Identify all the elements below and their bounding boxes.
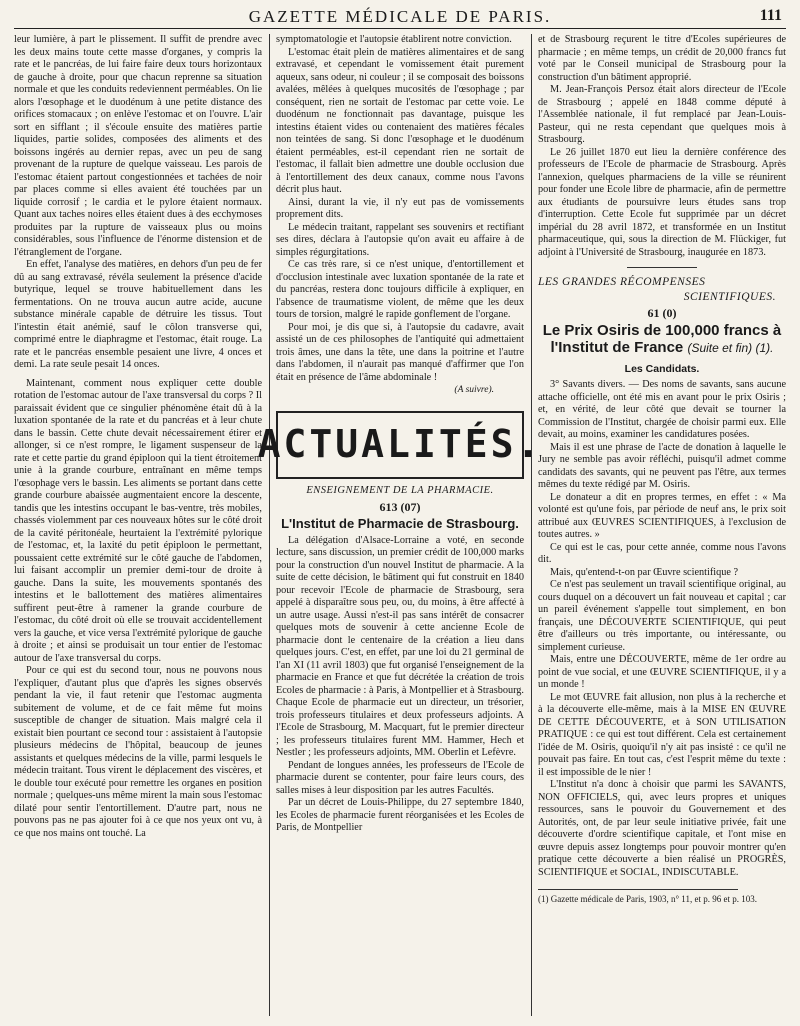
separator [627, 267, 697, 268]
paragraph: Le mot ŒUVRE fait allusion, non plus à la recherche et à la découverte elle-même, mais à la MISE EN ŒUVRE DE CETTE DÉCOUVERTE, et à SON UTILISATION PRATIQUE : ce qui est tout différent. Cela est certainement l'idée de M. Osiris, quoiqu'il n'y ait pas insisté : ce qu'il ne pouvait pas faire. En tout cas, c'est l'esprit même du texte : il est impossible de le nier ! [538, 691, 786, 778]
paragraph: Maintenant, comment nous expliquer cette double rotation de l'estomac autour de l'axe transversal du corps ? Il paraissait évident que ce singulier phénomène était dû à la luxation spontanée de la rate et du pancréas et à leur chute dans le bassin. Cette chute devait nécessairement étirer et allonger, si ce n'est rompre, le ligament suspenseur de la rate et cette partie du grand épiploon qui la tient étroitement unie à la grande courbure, entraînant en même temps l'œsophage vers le bassin. Les aliments se portant dans cette grande courbure abaissée augmentaient encore la descente, tandis que les intestins occupant le bas-ventre, très mobiles, chassés violemment par ces nouveaux hôtes sur le côté droit de la cavité péritonéale, heurtaient la l'extrémité pylorique de l'estomac, et, la laxité du petit épiploon le permettant, poussaient cette extrémité sur le côté gauche de l'abdomen, lui faisant accomplir un premier demi-tour de droite à gauche. Dans la suite, les mouvements spontanés des intestins et le ballottement des matières alimentaires suffirent peut-être à ramener la grande courbure de l'estomac, du côté droit où elle se trouvait accidentellement vers la gauche, et vice versa l'extrémité pylorique de gauche à droite ; et ainsi se produisait un tour entier de l'estomac autour de l'axe transversal du corps. [14, 377, 262, 664]
page-header [14, 6, 786, 29]
article-number: 613 (07) [379, 500, 421, 514]
paragraph: La délégation d'Alsace-Lorraine a voté, en seconde lecture, sans discussion, un premier crédit de 100,000 marks pour la construction d'un nouvel Institut de pharmacie. A la suite de cette décision, le bâtiment qui fut construit en 1840 pour recevoir l'Ecole de pharmacie de Strasbourg, sera appelé à disparaître sous peu, ou, du moins, à être affecté à un autre usage. Aussi n'est-il pas sans intérêt de consacrer quelques mots de souvenir à cette ancienne Ecole de pharmacie dont le centenaire de la création a lieu dans quelques jours. C'est, en effet, par une loi du 21 germinal de l'an XI (11 avril 1803) que fut organisé l'enseignement de la pharmacie en France et que fut décrétée la création de trois Ecoles de pharmacie : à Paris, à Montpellier et à Strasbourg. Chaque Ecole de pharmacie eut un directeur, un trésorier, trois professeurs titulaires et deux professeurs adjoints. A l'Ecole de Strasbourg, M. Macquart, fut le premier directeur ; les professeurs titulaires furent MM. Hammer, Hech et Nestler ; les professeurs adjoints, MM. Oberlin et Lefèvre. [276, 534, 524, 758]
paragraph: 3° Savants divers. — Des noms de savants, sans aucune attache officielle, ont été mis en avant pour le prix Osiris ; et, en vérité, de leur côté que devait se tourner la Commission de l'Institut, chargée de choisir parmi eux. Elle devait, au moins, examiner les candidatures posées. [538, 379, 786, 440]
paragraph: Ainsi, durant la vie, il n'y eut pas de vomissements proprement dits. [276, 196, 524, 220]
subheading: Les Candidats. [624, 362, 700, 375]
paragraph: Pour ce qui est du second tour, nous ne pouvons nous l'expliquer, d'autant plus que d'après les signes observés pendant la vie, il faut retenir que l'estomac augmenta subitement de volume, et de ce fait même fut moins susceptible de changer de situation. Mais malgré cela il existait bien pourtant ce second tour : assistaient à l'autopsie plusieurs médecins de l'hôpital, beaucoup de jeunes assistants et quelques médecins de la ville, parmi lesquels le médecin traitant. Tous virent le déplacement des viscères, et le double tour exécuté pour remettre les organes en position normale ; quelques-uns même mirent la main sous l'estomac dilaté pour sentir l'entortillement. D'autre part, nous ne pouvons pas ne pas ajouter foi à ce que nos yeux ont vu, à ce que nos mains ont touché. La [14, 665, 262, 839]
paragraph: L'estomac était plein de matières alimentaires et de sang extravasé, et cependant le vomissement était purement aqueux, sans odeur, ni couleur ; il se composait des boissons avalées, mêlées à quelques mucosités de l'œsophage ; par conséquent, rien ne sortait de l'estomac par cette voie. Le duodénum ne fonctionnait pas davantage, puisque les intestins étaient vides ou contenaient des matières fécales non teintées de sang. Si donc l'œsophage et le duodénum étaient perméables, est-il cependant rien ne sortait de l'estomac, il fallait bien admettre une double occlusion due à l'entortillement des deux canaux, comme nous l'avons décrit plus haut. [276, 46, 524, 195]
article-title [538, 322, 786, 357]
column-divider [531, 34, 532, 1016]
column-1 [14, 34, 262, 1016]
paragraph: et de Strasbourg reçurent le titre d'Ecoles supérieures de pharmacie ; en même temps, un crédit de 20,000 francs fut voté par le Conseil municipal de Strasbourg pour la construction d'un bâtiment approprié. [538, 34, 786, 83]
footnote [538, 889, 757, 905]
paragraph: L'Institut n'a donc à choisir que parmi les SAVANTS, NON OFFICIELS, qui, avec leurs propres et uniques ressources, sans le pouvoir du Gouvernement et des Autorités, ont, de par leur seule initiative privée, fait une découverte d'ordre scientifique capitale, et l'ont mise en œuvre depuis assez longtemps pour pouvoir montrer qu'en pratique cette découverte a bien réalisé un PROGRÈS, SCIENTIFIQUE et SOCIAL, INDISCUTABLE. [538, 779, 786, 878]
article-title-text: Le Prix Osiris de 100,000 francs à l'Institut de France [542, 321, 782, 356]
section-title-continued: SCIENTIFIQUES. [683, 290, 776, 303]
column-3 [538, 34, 786, 1016]
paragraph: Mais, qu'entend-t-on par Œuvre scientifique ? [550, 566, 738, 578]
paragraph: Ce qui est le cas, pour cette année, comme nous l'avons dit. [538, 541, 786, 565]
article-number: 61 (0) [647, 306, 677, 320]
paragraph: Mais il est une phrase de l'acte de donation à laquelle le Jury ne semble pas avoir réfléchi, puisqu'il admet comme candidats des savants, qui ne peuvent pas l'être, aux termes mêmes du texte rédigé par M. Osiris. [538, 441, 786, 490]
actualites-banner [257, 411, 543, 479]
article-title-suffix: (Suite et fin) (1). [687, 340, 774, 355]
paragraph: Le médecin traitant, rappelant ses souvenirs et rectifiant ses dires, déclara à l'autopsie qu'on avait eu affaire à de simples régurgitations. [276, 221, 524, 258]
section-title: ENSEIGNEMENT DE LA PHARMACIE. [306, 484, 494, 496]
paragraph: Mais, entre une DÉCOUVERTE, même de 1er ordre au point de vue social, et une ŒUVRE SCIENTIFIQUE, il y a un monde ! [538, 654, 786, 690]
column-divider [269, 34, 270, 1016]
page-number: 111 [759, 7, 782, 24]
column-2 [257, 34, 543, 1016]
paragraph: Le donateur a dit en propres termes, en effet : « Ma volonté est qu'une fois, par période de neuf ans, le prix soit attribué aux ŒUVRES SCIENTIFIQUES, à l'exclusion de toutes autres. » [538, 491, 786, 540]
paragraph: Ce n'est pas seulement un travail scientifique original, au cours duquel on a découvert un fait nouveau et capital ; car un pareil événement s'appelle tout simplement, en bon français, une DÉCOUVERTE SCIENTIFIQUE, qui peut être d'ailleurs ou très importante, ou intéressante, ou simplement curieuse. [538, 579, 786, 653]
paragraph: M. Jean-François Persoz était alors directeur de l'Ecole de Strasbourg ; appelé en 1848 comme député à l'Assemblée nationale, il fut remplacé par Jean-Louis-Pasteur, qui ne resta cependant que quelques mois à Strasbourg. [538, 84, 786, 145]
article-title: L'Institut de Pharmacie de Strasbourg. [281, 515, 519, 531]
paragraph: Par un décret de Louis-Philippe, du 27 septembre 1840, les Ecoles de pharmacie furent réorganisées et les Ecoles de Paris, de Montpellier [276, 797, 524, 833]
paragraph: En effet, l'analyse des matières, en dehors d'un peu de fer dû au sang extravasé, révéla seulement la présence d'acide butyrique, lequel se trouve habituellement dans les fermentations. On ne trouva aucun autre acide, aucune substance minérale capable de détruire les tissus. Tout l'intestin était anémié, sauf le côlon transverse qui, comprimé entre le diaphragme et l'estomac, était rouge. La rate et le pancréas ensemble pesaient une livre, 4 onces et demi. La rate seule pesait 14 onces. [14, 259, 262, 370]
paragraph: symptomatologie et l'autopsie établirent notre conviction. [276, 34, 512, 45]
footnote-text: (1) Gazette médicale de Paris, 1903, n° 11, et p. 96 et p. 103. [538, 894, 757, 904]
paragraph: leur lumière, à part le plissement. Il suffit de prendre avec les deux mains toute cette masse d'organes, y compris la rate et le pancréas, de lui faire faire deux tours horizontaux de gauche à droite, pour que chacun reprenne sa situation normale et que les conduits redeviennent perméables. On lie alors l'œsophage et le duodénum à une petite distance des orifices stomacaux ; on enlève l'estomac et on l'ouvre. L'air sort en sifflant ; il s'écoule ensuite des matières partie liquides, partie solides, composées des aliments et des boissons ingérés au dernier repas, avec un peu de sang provenant de la rupture de quelque vaisseau. Les parois de l'estomac étaient partout congestionnées et tachées de noir par places comme si elles avaient été touchées par un liquide corrosif ; le cardia et le pylore étaient normaux. Quant aux taches noires elles étaient dues à des ecchymoses produites par la rupture de vaisseaux plus ou moins considérables, sous l'influence de l'énorme distension et de l'étranglement de l'organe. [14, 34, 262, 258]
paragraph: Pendant de longues années, les professeurs de l'Ecole de pharmacie durent se contenter, pour faire leurs cours, des salles mises à leur disposition par les autres Facultés. [276, 759, 524, 796]
paragraph: Ce cas très rare, si ce n'est unique, d'entortillement et d'occlusion intestinale avec luxation spontanée de la rate et du pancréas, restera donc toujours difficile à expliquer, en l'absence de traumatisme violent, de même que les deux tours de torsion, malgré le rapide gonflement de l'organe. [276, 259, 524, 320]
to-be-continued: (A suivre). [454, 385, 494, 395]
section-title: LES GRANDES RÉCOMPENSES [538, 276, 706, 288]
paragraph: Le 26 juillet 1870 eut lieu la dernière conférence des professeurs de l'Ecole de pharmacie de Strasbourg. Après l'annexion, quelques pharmaciens de la ville se réunirent pour fonder une Ecole libre de pharmacie, afin de permettre aux étudiants de poursuivre leurs études sans trop d'interruption. Cette Ecole fut supprimée par un décret impérial du 28 avril 1872, et transformée en un Institut pharmaceutique, qui, sous la direction de M. Flückiger, fut adjoint à l'Université de Strasbourg, inaugurée en 1873. [538, 146, 786, 258]
journal-title: GAZETTE MÉDICALE DE PARIS. [248, 7, 552, 26]
banner-text: ACTUALITÉS. [257, 422, 543, 467]
paragraph: Pour moi, je dis que si, à l'autopsie du cadavre, avait assisté un de ces philosophes de l'antiquité qui admettaient trois âmes, une dans la tête, une dans la poitrine et l'autre dans l'abdomen, il n'aurait pas manqué d'affirmer que l'on était en présence de l'âme abdominale ! [276, 321, 524, 383]
